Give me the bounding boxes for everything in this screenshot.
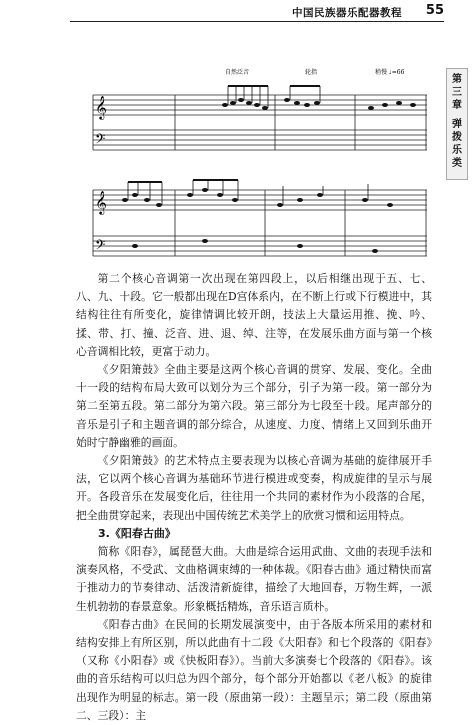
page-header — [0, 0, 472, 24]
section-title: 3.《阳春古曲》 — [98, 526, 176, 540]
page-number: 55 — [425, 3, 444, 18]
body-text — [76, 270, 432, 725]
chapter-char-3: 章 — [452, 100, 462, 111]
topic-char-2: 拨 — [452, 132, 462, 143]
score-staff-1 — [75, 60, 435, 155]
chapter-char-1: 第 — [452, 74, 462, 85]
score-marking-1: 自然泛音 — [225, 69, 250, 76]
score-marking-2: 轮指 — [305, 69, 318, 76]
paragraph-5: 《阳春古曲》在民间的长期发展演变中，由于各版本所采用的素材和结构安排上有所区别，所以此曲有十二段《大阳春》和七个段落的《阳春》（又称《小阳春》或《快板阳春》）。当前大多演奏七个段落的《阳春》。该曲的音乐结构可以归总为四个部分，每个部分开始都以《老八板》的旋律出现作为明显的标志。第一段（原曲第一段）：主题呈示；第二段（原曲第二、三段）：主 — [76, 617, 432, 722]
svg-text:𝄞: 𝄞 — [95, 190, 107, 214]
topic-char-4: 类 — [452, 158, 462, 169]
chapter-char-2: 三 — [452, 87, 462, 98]
paragraph-2: 《夕阳箫鼓》全曲主要是这两个核心音调的贯穿、发展、变化。全曲十一段的结构布局大致可以划分为三个部分，引子为第一段。第一部分为第二至第五段。第二部分为第六段。第三部分为七段至十段。尾声部分的音乐是引子和主题音调的部分综合，从速度、力度、情绪上又回到乐曲开始时宁静幽雅的画面。 — [76, 363, 432, 449]
music-score-system-2 — [75, 178, 435, 263]
topic-char-3: 乐 — [452, 145, 462, 156]
svg-text:𝄢: 𝄢 — [95, 131, 106, 150]
svg-text:𝄞: 𝄞 — [95, 95, 107, 119]
topic-char-1: 弹 — [452, 119, 462, 130]
chapter-side-tab — [446, 68, 468, 180]
music-score-system-1 — [75, 60, 435, 155]
paragraph-1: 第二个核心音调第一次出现在第四段上，以后相继出现于五、七、八、九、十段。它一般都出现在D宫体系内，在不断上行或下行模进中，其结构往往有所变化，旋律情调比较开朗，技法上大量运用推、挽、吟、揉、带、打、撞、泛音、进、退、绰、注等，在发展乐曲方面与第一个核心音调相比较，更富于动力。 — [76, 272, 432, 358]
paragraph-4: 简称《阳春》，属琵琶大曲。大曲是综合运用武曲、文曲的表现手法和演奏风格，不受武、文曲格调束缚的一种体裁。《阳春古曲》通过精快而富于推动力的节奏律动、活泼清新旋律，描绘了大地回春，万物生辉，一派生机勃勃的春景意象。形象概括精炼，音乐语言质朴。 — [76, 545, 432, 613]
svg-text:𝄢: 𝄢 — [95, 237, 106, 256]
header-rule — [70, 21, 444, 22]
book-title: 中国民族器乐配器教程 — [292, 7, 402, 19]
score-staff-2 — [75, 178, 435, 263]
score-marking-3: 稍慢 ♩=66 — [375, 69, 405, 76]
paragraph-3: 《夕阳箫鼓》的艺术特点主要表现为以核心音调为基础的旋律展开手法，它以两个核心音调为基础环节进行模进或变奏，构成旋律的呈示与展开。各段音乐在发展变化后，往往用一个共同的素材作为小段落的合尾，把全曲贯穿起来，表现出中国传统艺术美学上的欣赏习惯和运用特点。 — [76, 454, 432, 522]
